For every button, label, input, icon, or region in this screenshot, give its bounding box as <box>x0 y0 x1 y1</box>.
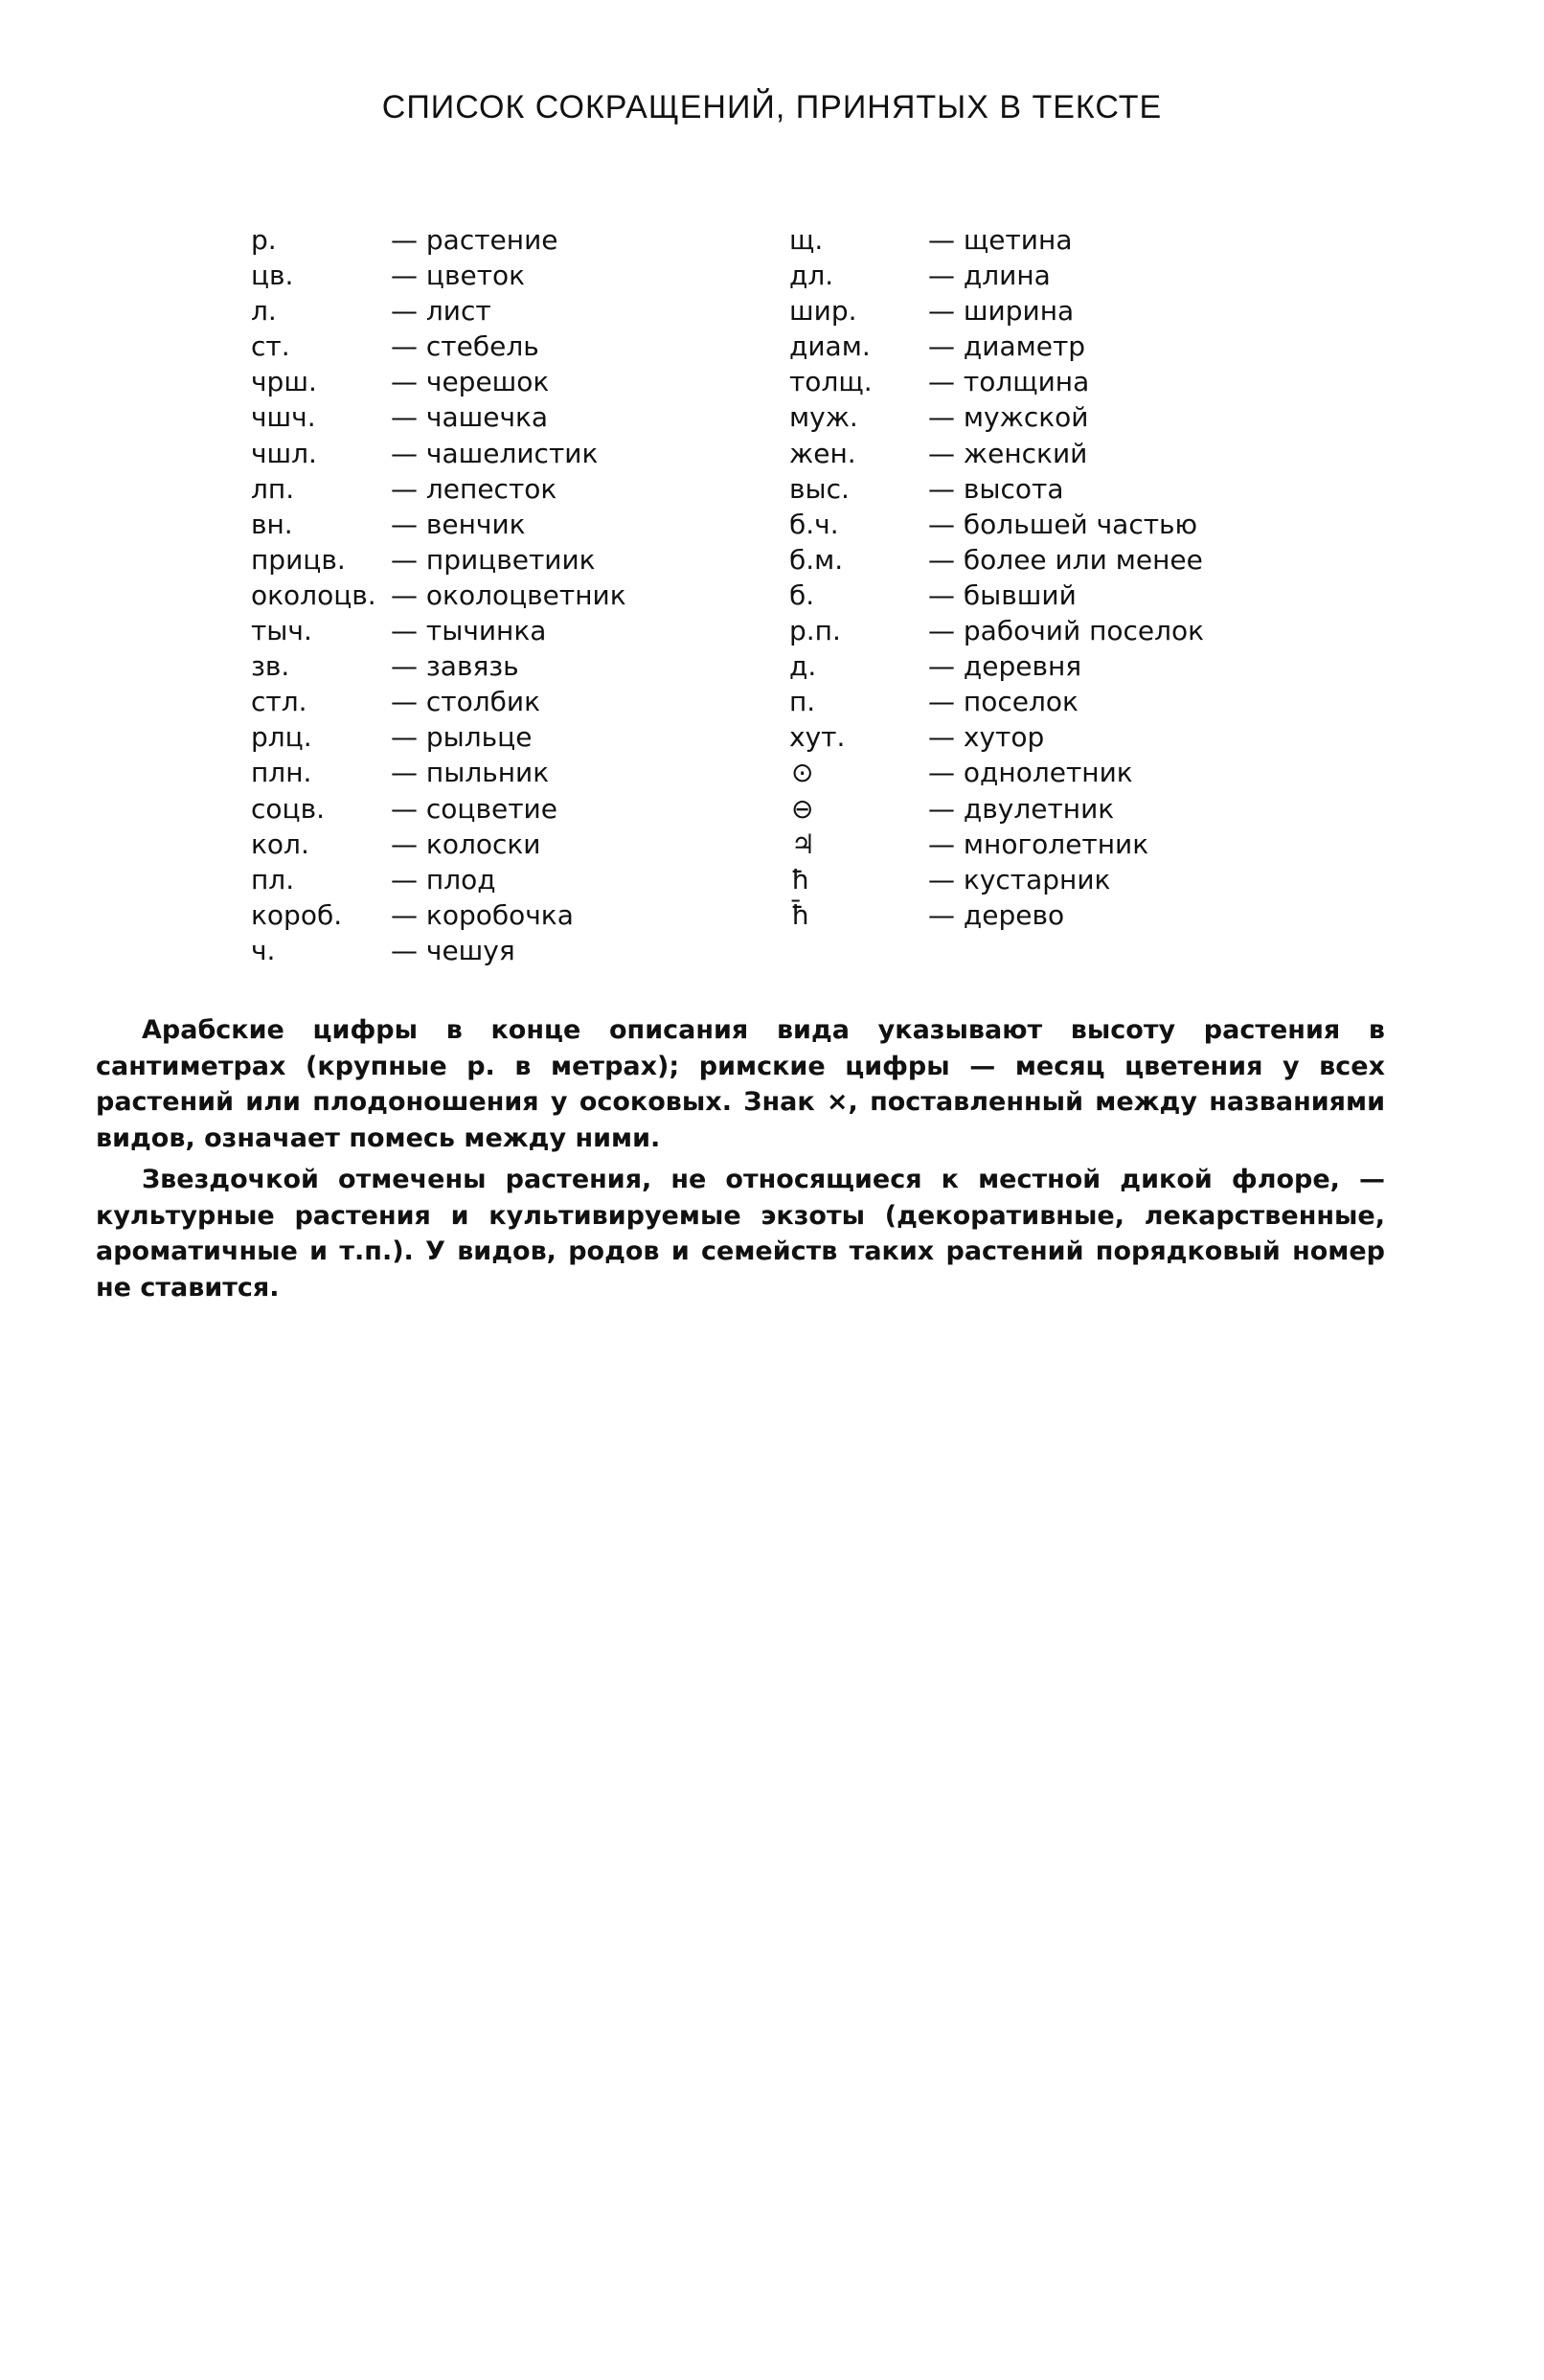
abbreviation-meaning: — растение <box>391 224 558 256</box>
page-title: СПИСОК СОКРАЩЕНИЙ, ПРИНЯТЫХ В ТЕКСТЕ <box>381 89 1163 125</box>
abbreviation-meaning: — соцветие <box>391 792 557 825</box>
abbreviation-meaning: — более или менее <box>928 543 1203 576</box>
abbreviation-meaning: — однолетник <box>928 757 1133 789</box>
abbreviation-meaning: — стебель <box>391 330 539 363</box>
abbreviation: чшл. <box>251 437 317 469</box>
abbreviation: п. <box>789 686 816 718</box>
abbreviation: б.м. <box>789 543 844 576</box>
abbreviation: щ. <box>789 224 824 256</box>
abbreviation: лп. <box>251 472 295 505</box>
abbreviation: муж. <box>789 401 858 434</box>
abbreviation-meaning: — длина <box>928 260 1051 292</box>
abbreviation-meaning: — рабочий поселок <box>928 615 1205 647</box>
abbreviation: б. <box>789 578 815 611</box>
abbreviation: ⊙ <box>791 757 814 789</box>
abbreviation: ħ <box>791 863 810 895</box>
abbreviation: д. <box>789 650 817 683</box>
abbreviation-meaning: — чешуя <box>391 934 515 966</box>
abbreviation-meaning: — ширина <box>928 295 1075 328</box>
abbreviation: чшч. <box>251 401 316 434</box>
abbreviation-meaning: — щетина <box>928 224 1073 256</box>
abbreviation-meaning: — венчик <box>391 508 526 540</box>
abbreviation-meaning: — хутор <box>928 721 1045 754</box>
abbreviation: ч. <box>251 934 276 966</box>
abbreviation-meaning: — мужской <box>928 401 1089 434</box>
abbreviation: ⊖ <box>791 792 814 825</box>
abbreviation: шир. <box>789 295 857 328</box>
abbreviation: вн. <box>251 508 293 540</box>
abbreviation: диам. <box>789 330 871 363</box>
note-paragraph-1: Арабские цифры в конце описания вида указывают высоту растения в сантиметрах (крупные р. в метрах); римские цифры — месяц цветения у всех растений или плодоношения у осоковых. Знак ×, поставленный между названиями видов, означает помесь между ними. <box>96 1015 1385 1153</box>
abbreviation: б.ч. <box>789 508 839 540</box>
abbreviation-meaning: — околоцветник <box>391 578 626 611</box>
abbreviation-meaning: — дерево <box>928 898 1065 931</box>
abbreviation-meaning: — пыльник <box>391 757 550 789</box>
abbreviation-meaning: — чашечка <box>391 401 549 434</box>
abbreviation: р. <box>251 224 277 256</box>
abbreviation-meaning: — высота <box>928 472 1064 505</box>
abbreviation: соцв. <box>251 792 325 825</box>
notes-section <box>96 1012 1385 1305</box>
abbreviation-meaning: — черешок <box>391 366 550 398</box>
abbreviation-meaning: — колоски <box>391 827 541 860</box>
abbreviation-meaning: — чашелистик <box>391 437 599 469</box>
abbreviation-meaning: — поселок <box>928 686 1079 718</box>
abbreviation: цв. <box>251 260 294 292</box>
abbreviation-meaning: — тычинка <box>391 615 547 647</box>
abbreviation-meaning: — столбик <box>391 686 541 718</box>
abbreviation-meaning: — толщина <box>928 366 1090 398</box>
abbreviation: прицв. <box>251 543 346 576</box>
abbreviation-meaning: — женский <box>928 437 1088 469</box>
abbreviation-meaning: — двулетник <box>928 792 1115 825</box>
abbreviation: толщ. <box>789 366 873 398</box>
abbreviation: тыч. <box>251 615 312 647</box>
abbreviation-meaning: — лист <box>391 295 491 328</box>
abbreviation-meaning: — многолетник <box>928 827 1149 860</box>
abbreviation: л. <box>251 295 277 328</box>
abbreviation-meaning: — коробочка <box>391 898 574 931</box>
abbreviation: стл. <box>251 686 307 718</box>
abbreviation: рлц. <box>251 721 312 754</box>
abbreviation: зв. <box>251 650 290 683</box>
abbreviation: околоцв. <box>251 578 376 611</box>
abbreviation-meaning: — завязь <box>391 650 519 683</box>
abbreviation: р.п. <box>789 615 841 647</box>
abbreviation: плн. <box>251 757 312 789</box>
abbreviation: ст. <box>251 330 290 363</box>
note-paragraph-2: Звездочкой отмечены растения, не относящиеся к местной дикой флоре, — культурные растения и культивируемые экзоты (декоративные, лекарственные, ароматичные и т.п.). У видов, родов и семейств таких растений порядковый номер не ставится. <box>96 1165 1385 1303</box>
abbreviation: ♃ <box>791 827 816 860</box>
abbreviation-meaning: — прицветиик <box>391 543 596 576</box>
abbreviation: выс. <box>789 472 850 505</box>
abbreviation-meaning: — деревня <box>928 650 1082 683</box>
abbreviation: дл. <box>789 260 834 292</box>
abbreviation-meaning: — большей частью <box>928 508 1198 540</box>
abbreviation: ħ̄ <box>791 898 810 931</box>
abbreviation: кол. <box>251 827 309 860</box>
abbreviation: чрш. <box>251 366 317 398</box>
abbreviation: пл. <box>251 863 295 895</box>
abbreviation-meaning: — лепесток <box>391 472 557 505</box>
abbreviation-meaning: — кустарник <box>928 863 1111 895</box>
abbreviation-meaning: — диаметр <box>928 330 1086 363</box>
abbreviation-meaning: — рыльце <box>391 721 533 754</box>
abbreviation-meaning: — бывший <box>928 578 1077 611</box>
abbreviation: короб. <box>251 898 343 931</box>
abbreviation-meaning: — цветок <box>391 260 526 292</box>
abbreviation: жен. <box>789 437 856 469</box>
abbreviation: хут. <box>789 721 846 754</box>
abbreviation-meaning: — плод <box>391 863 496 895</box>
